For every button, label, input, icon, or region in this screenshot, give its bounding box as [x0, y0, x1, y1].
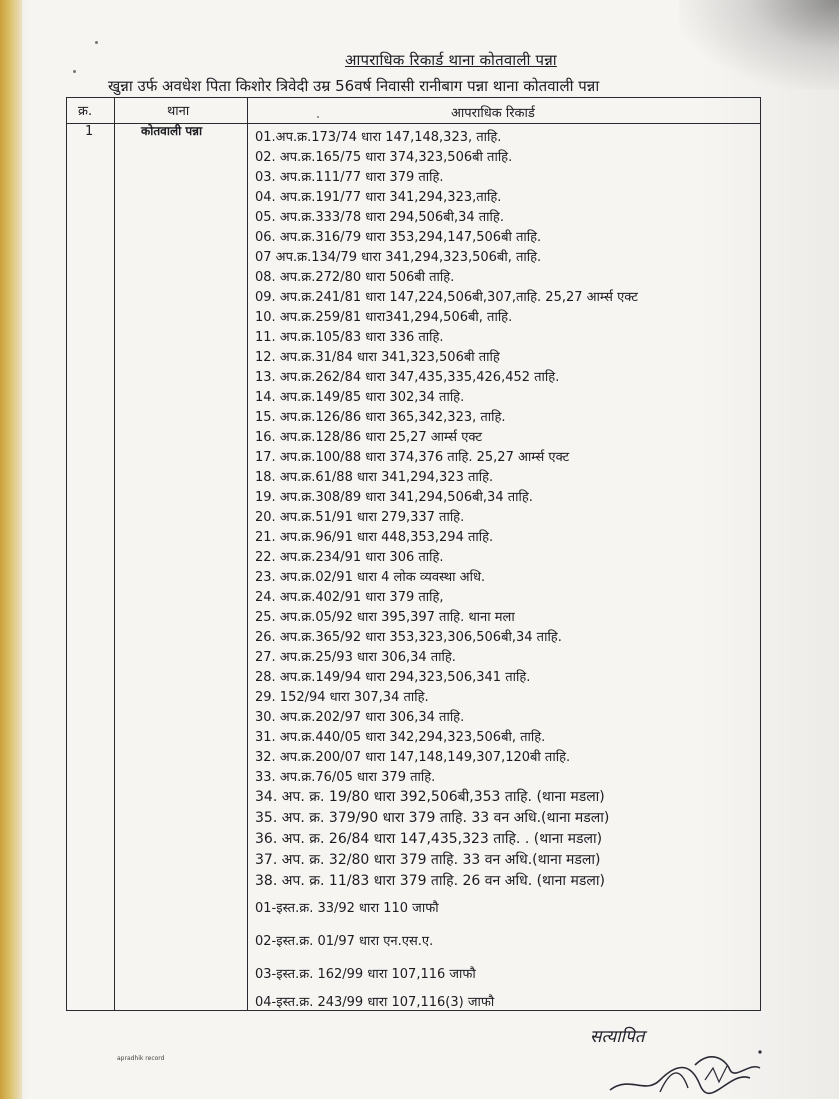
record-item: 25. अप.क्र.05/92 धारा 395,397 ताहि. थाना मला [255, 610, 515, 625]
record-item: 08. अप.क्र.272/80 धारा 506बी ताहि. [255, 270, 455, 285]
record-item: 24. अप.क्र.402/91 धारा 379 ताहि, [255, 590, 444, 605]
header-record: आपराधिक रिकार्ड [451, 106, 535, 121]
paper-speck [73, 70, 76, 73]
row-serial-number: 1 [85, 124, 94, 139]
binding-edge [0, 0, 22, 1099]
record-item: 37. अप. क्र. 32/80 धारा 379 ताहि. 33 वन अधि.(थाना मडला) [255, 852, 601, 868]
record-item: 14. अप.क्र.149/85 धारा 302,34 ताहि. [255, 390, 465, 405]
record-item: 31. अप.क्र.440/05 धारा 342,294,323,506बी, ताहि. [255, 730, 546, 745]
record-item: 32. अप.क्र.200/07 धारा 147,148,149,307,120बी ताहि. [255, 750, 571, 765]
record-item: 01-इस्त.क्र. 33/92 धारा 110 जाफौ [255, 901, 439, 916]
record-item: 27. अप.क्र.25/93 धारा 306,34 ताहि. [255, 650, 456, 665]
header-station: थाना [167, 104, 190, 119]
record-item: 13. अप.क्र.262/84 धारा 347,435,335,426,452 ताहि. [255, 370, 560, 385]
record-item: 15. अप.क्र.126/86 धारा 365,342,323, ताहि. [255, 410, 506, 425]
record-item: 03. अप.क्र.111/77 धारा 379 ताहि. [255, 170, 444, 185]
column-divider [114, 98, 115, 1010]
record-item: 11. अप.क्र.105/83 धारा 336 ताहि. [255, 330, 444, 345]
record-item: 10. अप.क्र.259/81 धारा341,294,506बी, ताहि. [255, 310, 513, 325]
record-item: 01.अप.क्र.173/74 धारा 147,148,323, ताहि. [255, 130, 502, 145]
record-item: 20. अप.क्र.51/91 धारा 279,337 ताहि. [255, 510, 465, 525]
record-item: 03-इस्त.क्र. 162/99 धारा 107,116 जाफौ [255, 967, 476, 982]
record-item: 05. अप.क्र.333/78 धारा 294,506बी,34 ताहि. [255, 210, 504, 225]
record-item: 06. अप.क्र.316/79 धारा 353,294,147,506बी ताहि. [255, 230, 542, 245]
document-subtitle: खुन्ना उर्फ अवधेश पिता किशोर त्रिवेदी उम्र 56वर्ष निवासी रानीबाग पन्ना थाना कोतवाली पन्ना [108, 77, 600, 95]
column-divider [247, 98, 248, 1010]
record-item: 23. अप.क्र.02/91 धारा 4 लोक व्यवस्था अधि. [255, 570, 486, 585]
record-item: 19. अप.क्र.308/89 धारा 341,294,506बी,34 ताहि. [255, 490, 533, 505]
record-item: 22. अप.क्र.234/91 धारा 306 ताहि. [255, 550, 444, 565]
record-item: 12. अप.क्र.31/84 धारा 341,323,506बी ताहि [255, 350, 500, 365]
record-item: 33. अप.क्र.76/05 धारा 379 ताहि. [255, 770, 436, 785]
record-item: 17. अप.क्र.100/88 धारा 374,376 ताहि. 25,27 आर्म्स एक्ट [255, 450, 570, 465]
record-item: 34. अप. क्र. 19/80 धारा 392,506बी,353 ताहि. (थाना मडला) [255, 789, 605, 805]
record-item: 18. अप.क्र.61/88 धारा 341,294,323 ताहि. [255, 470, 494, 485]
record-item: 21. अप.क्र.96/91 धारा 448,353,294 ताहि. [255, 530, 494, 545]
record-item: 30. अप.क्र.202/97 धारा 306,34 ताहि. [255, 710, 465, 725]
paper-speck [317, 116, 319, 118]
record-item: 02-इस्त.क्र. 01/97 धारा एन.एस.ए. [255, 934, 434, 949]
footer-note: apradhik record [117, 1055, 165, 1062]
record-item: 29. 152/94 धारा 307,34 ताहि. [255, 690, 429, 705]
record-item: 35. अप. क्र. 379/90 धारा 379 ताहि. 33 वन अधि.(थाना मडला) [255, 810, 610, 826]
document-title: आपराधिक रिकार्ड थाना कोतवाली पन्ना [345, 51, 557, 69]
record-item: 26. अप.क्र.365/92 धारा 353,323,306,506बी,34 ताहि. [255, 630, 562, 645]
record-table [66, 97, 761, 1011]
signature-stamp-image [600, 1040, 800, 1099]
record-item: 38. अप. क्र. 11/83 धारा 379 ताहि. 26 वन अधि. (थाना मडला) [255, 873, 605, 889]
record-item: 16. अप.क्र.128/86 धारा 25,27 आर्म्स एक्ट [255, 430, 483, 445]
row-station: कोतवाली पन्ना [141, 124, 203, 138]
record-item: 07 अप.क्र.134/79 धारा 341,294,323,506बी, ताहि. [255, 250, 542, 265]
header-sn: क्र. [78, 104, 93, 119]
record-item: 09. अप.क्र.241/81 धारा 147,224,506बी,307,ताहि. 25,27 आर्म्स एक्ट [255, 290, 638, 305]
paper-speck [95, 41, 98, 44]
record-item: 04-इस्त.क्र. 243/99 धारा 107,116(3) जाफौ [255, 995, 495, 1010]
attestation-text: सत्यापित [590, 1027, 645, 1047]
corner-shadow [679, 0, 839, 90]
record-item: 04. अप.क्र.191/77 धारा 341,294,323,ताहि. [255, 190, 502, 205]
record-item: 28. अप.क्र.149/94 धारा 294,323,506,341 ताहि. [255, 670, 531, 685]
record-item: 36. अप. क्र. 26/84 धारा 147,435,323 ताहि. . (थाना मडला) [255, 831, 603, 847]
record-item: 02. अप.क्र.165/75 धारा 374,323,506बी ताहि. [255, 150, 513, 165]
